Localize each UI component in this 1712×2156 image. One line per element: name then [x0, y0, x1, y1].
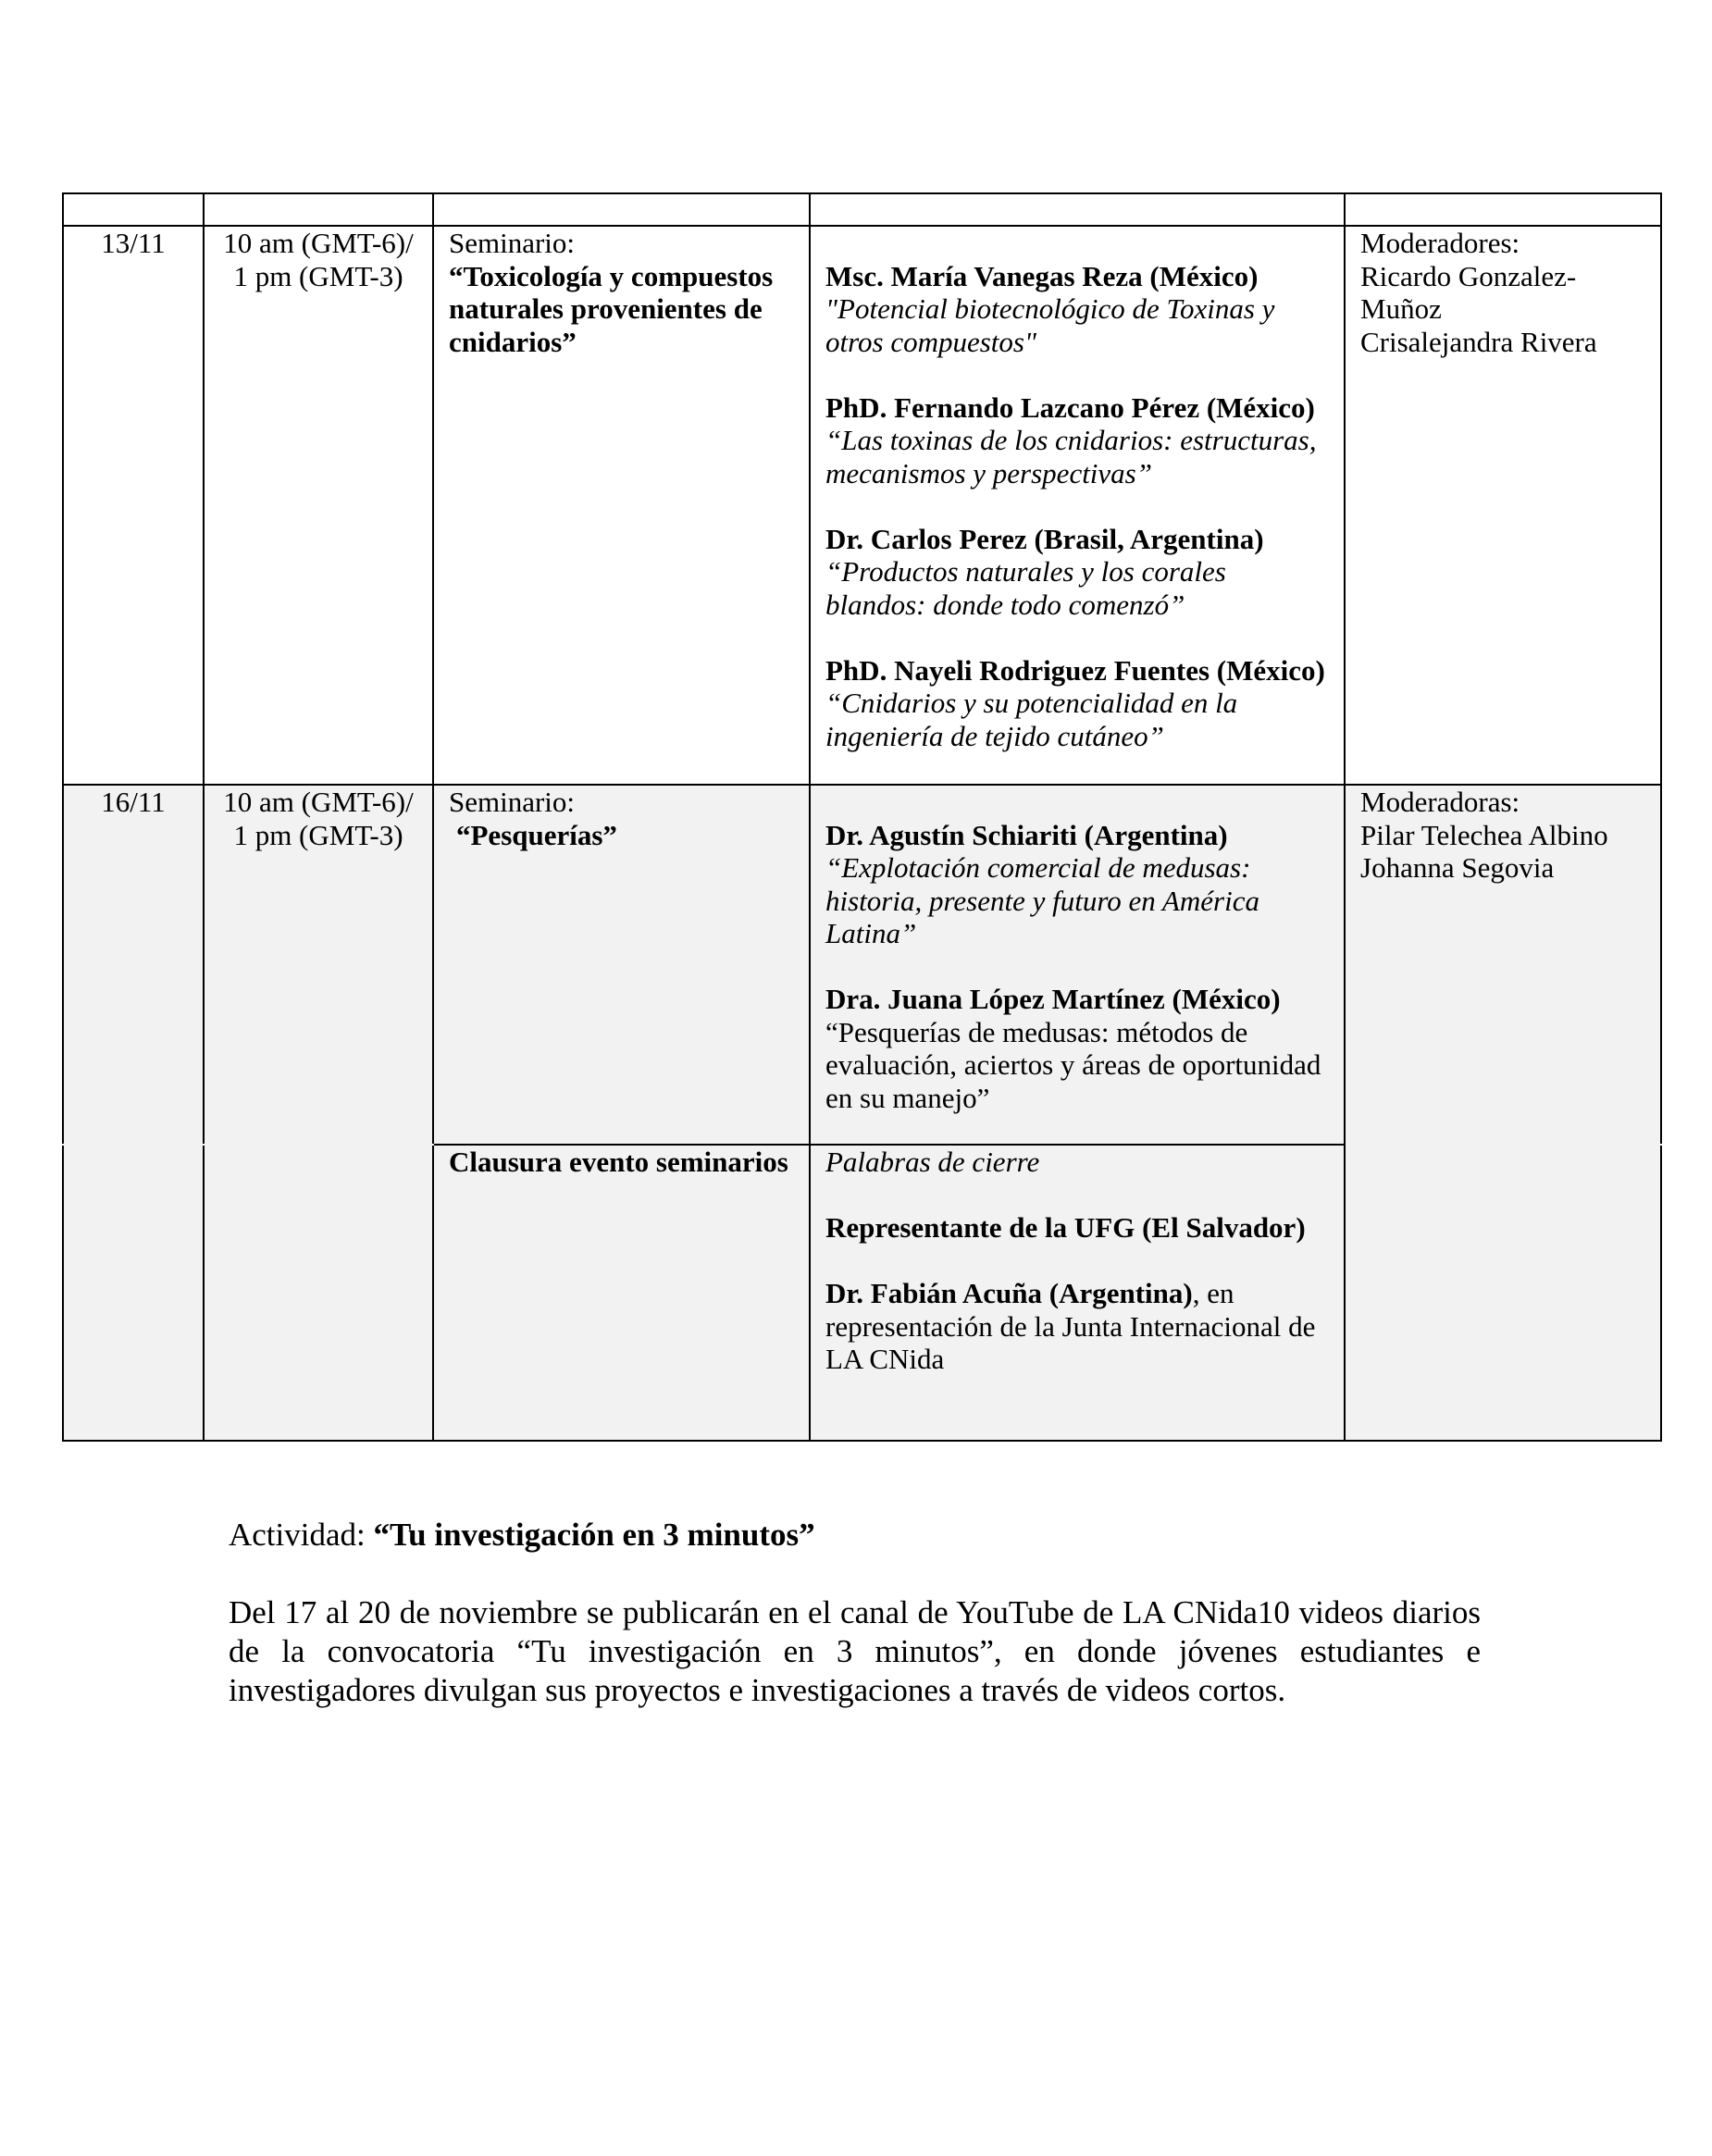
- seminar-cell: [433, 785, 810, 1145]
- moderator-name: Pilar Telechea Albino: [1360, 818, 1608, 851]
- seminar-cell: [433, 226, 810, 785]
- speaker-name: PhD. Nayeli Rodriguez Fuentes (México): [825, 653, 1325, 687]
- moderators-label: Moderadores:: [1360, 227, 1520, 259]
- time-cell: 10 am (GMT-6)/ 1 pm (GMT-3): [204, 226, 433, 785]
- talk-title: "Potencial biotecnológico de Toxinas y otros compuestos": [825, 292, 1275, 358]
- header-cell: [810, 193, 1345, 226]
- speaker-name: Dra. Juana López Martínez (México): [825, 983, 1281, 1015]
- empty-cell: [1345, 1145, 1661, 1441]
- speakers-cell: [810, 785, 1345, 1145]
- empty-cell: [63, 1145, 204, 1441]
- date-cell: 13/11: [63, 226, 204, 785]
- activity-description: Del 17 al 20 de noviembre se publicarán en el canal de YouTube de LA CNida10 videos diarios de la convocatoria “Tu investigación en 3 minutos”, en donde jóvenes estudiantes e investigadores divulgan sus proyectos e investigaciones a través de videos cortos.: [229, 1594, 1481, 1708]
- header-cell: [204, 193, 433, 226]
- seminar-label: Seminario:: [449, 227, 576, 259]
- closing-title-cell: [433, 1145, 810, 1441]
- activity-heading: Actividad: “Tu investigación en 3 minutos”: [229, 1517, 815, 1553]
- seminar-label: Seminario:: [449, 786, 576, 818]
- moderator-name: Ricardo Gonzalez-Muñoz: [1360, 259, 1577, 325]
- speaker-name: Msc. María Vanegas Reza (México): [825, 259, 1259, 292]
- moderators-cell: [1345, 785, 1661, 1145]
- talk-title: “Explotación comercial de medusas: historia, presente y futuro en América Latina”: [825, 851, 1259, 949]
- seminar-title: “Toxicología y compuestos naturales provenientes de cnidarios”: [449, 259, 774, 358]
- moderators-cell: [1345, 226, 1661, 785]
- table-row: [63, 785, 1661, 1145]
- time-cell: 10 am (GMT-6)/ 1 pm (GMT-3): [204, 785, 433, 1145]
- closing-speakers-cell: [810, 1145, 1345, 1441]
- moderator-name: Crisalejandra Rivera: [1360, 325, 1597, 358]
- speaker-name: PhD. Fernando Lazcano Pérez (México): [825, 390, 1315, 424]
- closing-final-speaker: Dr. Fabián Acuña (Argentina), en representación de la Junta Internacional de LA CNida: [825, 1277, 1316, 1375]
- header-cell: [63, 193, 204, 226]
- speakers-cell: [810, 226, 1345, 785]
- date-cell: 16/11: [63, 785, 204, 1145]
- seminar-title: “Pesquerías”: [456, 818, 617, 851]
- moderator-name: Johanna Segovia: [1360, 851, 1555, 884]
- speaker-name: Dr. Agustín Schiariti (Argentina): [825, 818, 1228, 851]
- closing-title: Clausura evento seminarios: [449, 1146, 788, 1178]
- moderators-label: Moderadoras:: [1360, 786, 1520, 818]
- talk-title: “Pesquerías de medusas: métodos de evaluación, aciertos y áreas de oportunidad en su manejo”: [825, 1015, 1321, 1114]
- speaker-name: Dr. Carlos Perez (Brasil, Argentina): [825, 522, 1264, 555]
- talk-title: “Las toxinas de los cnidarios: estructuras, mecanismos y perspectivas”: [825, 424, 1317, 489]
- empty-cell: [204, 1145, 433, 1441]
- schedule-table: [62, 192, 1662, 1442]
- table-row: [63, 1145, 1661, 1441]
- closing-representative: Representante de la UFG (El Salvador): [825, 1211, 1306, 1244]
- table-row: [63, 226, 1661, 785]
- closing-intro: Palabras de cierre: [825, 1146, 1040, 1178]
- table-header-row: [63, 193, 1661, 226]
- talk-title: “Cnidarios y su potencialidad en la ingeniería de tejido cutáneo”: [825, 687, 1238, 752]
- header-cell: [1345, 193, 1661, 226]
- talk-title: “Productos naturales y los corales blandos: donde todo comenzó”: [825, 555, 1226, 621]
- header-cell: [433, 193, 810, 226]
